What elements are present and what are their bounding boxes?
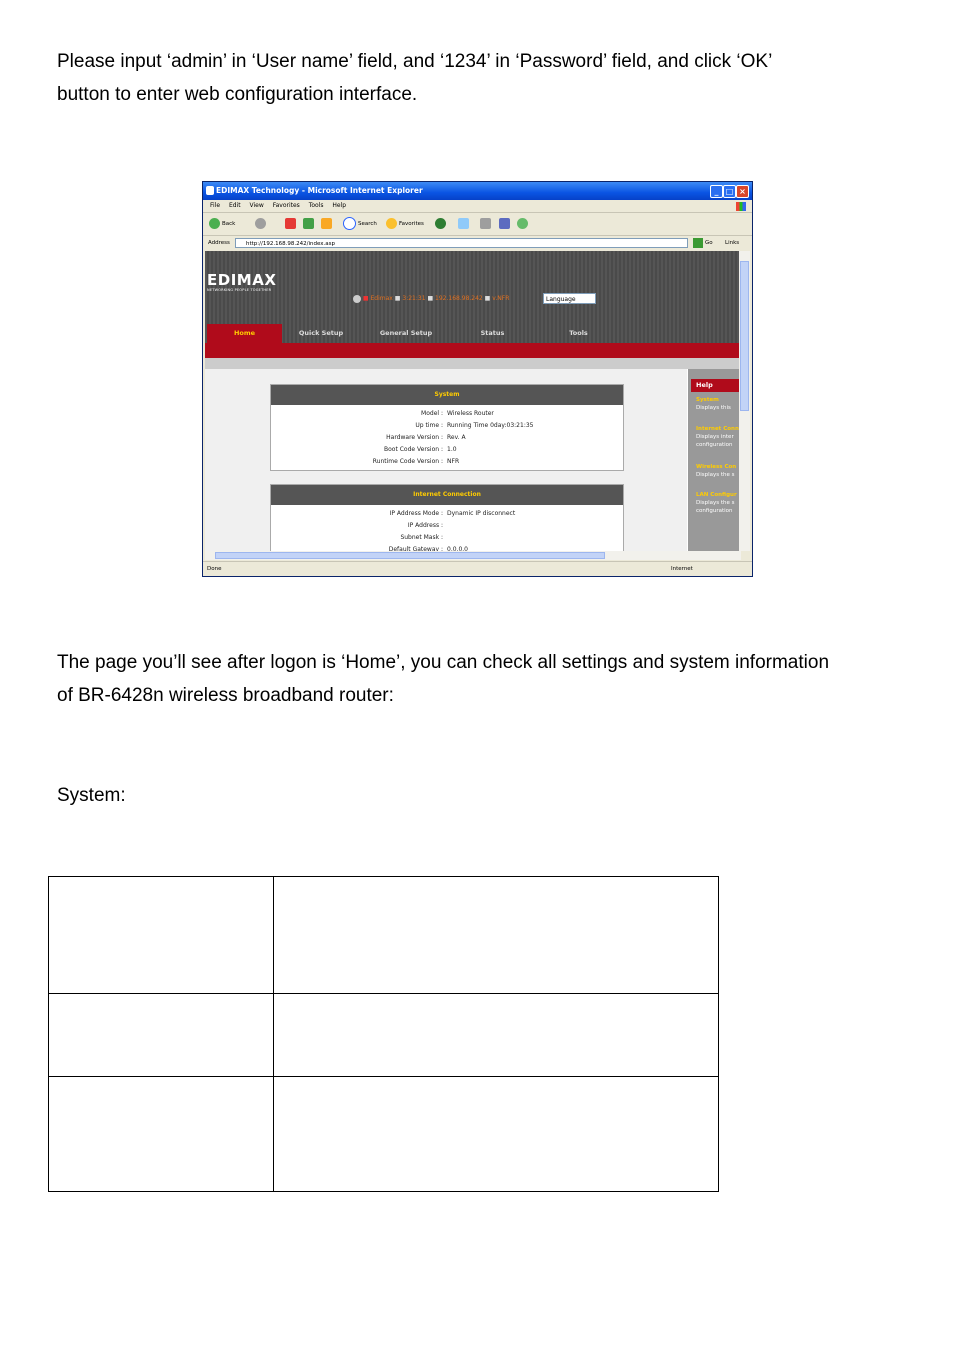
horizontal-scroll-thumb[interactable] — [215, 552, 605, 559]
internet-row: Subnet Mask : — [400, 534, 443, 541]
close-icon[interactable]: × — [736, 185, 749, 198]
router-page-viewport — [205, 251, 741, 551]
system-section-label: System: — [57, 785, 126, 806]
system-row: Runtime Code Version : NFR — [372, 458, 460, 465]
history-button[interactable] — [435, 217, 448, 231]
vertical-scroll-thumb[interactable] — [740, 261, 749, 411]
menu-favorites[interactable]: Favorites — [272, 202, 300, 209]
table-row-divider — [49, 993, 718, 994]
internet-connection-panel — [270, 484, 624, 551]
back-button[interactable]: Back — [209, 217, 235, 231]
go-label[interactable]: Go — [705, 240, 713, 246]
router-content — [205, 369, 687, 551]
menu-help[interactable]: Help — [332, 202, 347, 209]
tab-tools[interactable]: Tools — [569, 329, 588, 337]
router-version: v.NFR — [492, 295, 510, 302]
menu-tools[interactable]: Tools — [308, 202, 324, 209]
intro-line-1: Please input ‘admin’ in ‘User name’ field, and ‘1234’ in ‘Password’ field, and click ‘OK’ — [57, 51, 773, 72]
messenger-icon — [517, 218, 528, 229]
print-button[interactable] — [480, 217, 493, 231]
router-header — [205, 251, 741, 321]
after-line-1: The page you’ll see after logon is ‘Home’, you can check all settings and system information — [57, 652, 830, 673]
horizontal-scrollbar[interactable] — [205, 551, 741, 560]
address-label: Address — [208, 240, 230, 246]
system-panel-title: System — [271, 385, 623, 405]
home-icon — [321, 218, 332, 229]
status-done: Done — [207, 566, 222, 572]
help-title: Help — [691, 379, 741, 392]
internet-row: IP Address : — [407, 522, 443, 529]
browser-title: EDIMAX Technology - Microsoft Internet Explorer — [216, 186, 423, 195]
print-icon — [480, 218, 491, 229]
system-row: Model : Wireless Router — [421, 410, 494, 417]
forward-arrow-icon — [255, 218, 266, 229]
tab-quick-setup[interactable]: Quick Setup — [298, 329, 344, 337]
mail-button[interactable] — [458, 217, 471, 231]
router-info-strip: ■ Edimax ■ 3:21:31 ■ 192.168.98.242 ■ v.NFR — [353, 294, 509, 304]
table-column-divider — [273, 877, 274, 1191]
internet-row: IP Address Mode : Dynamic IP disconnect — [389, 510, 516, 517]
menu-view[interactable]: View — [249, 202, 264, 209]
search-button[interactable]: Search — [343, 217, 377, 231]
go-arrow-icon[interactable] — [693, 238, 703, 248]
internet-row: Default Gateway : 0.0.0.0 — [388, 546, 468, 551]
star-icon — [386, 218, 397, 229]
help-item-lan[interactable]: LAN Configur Displays the s configuration — [696, 492, 737, 514]
system-row: Up time : Running Time 0day:03:21:35 — [415, 422, 534, 429]
links-label[interactable]: Links — [725, 240, 740, 246]
help-sidebar — [688, 369, 741, 551]
browser-menu-bar — [203, 200, 752, 213]
internet-panel-title: Internet Connection — [271, 485, 623, 505]
stop-icon — [285, 218, 296, 229]
language-select[interactable]: Language — [543, 293, 596, 304]
browser-toolbar — [203, 213, 752, 236]
system-row: Hardware Version : Rev. A — [386, 434, 466, 441]
intro-line-2: button to enter web configuration interface. — [57, 84, 418, 105]
tab-status[interactable]: Status — [480, 329, 505, 337]
table-row-divider — [49, 1076, 718, 1077]
intro-paragraph — [57, 45, 917, 111]
system-panel — [270, 384, 624, 471]
edimax-logo: EDIMAX — [207, 271, 277, 289]
windows-flag-icon — [736, 202, 746, 211]
system-table — [48, 876, 719, 1192]
messenger-button[interactable] — [517, 217, 530, 231]
help-item-system[interactable]: System Displays this — [696, 397, 731, 411]
refresh-button[interactable] — [303, 217, 316, 231]
after-line-2: of BR-6428n wireless broadband router: — [57, 685, 394, 706]
system-row: Boot Code Version : 1.0 — [384, 446, 457, 453]
router-tab-bar — [205, 321, 741, 343]
refresh-icon — [303, 218, 314, 229]
menu-edit[interactable]: Edit — [228, 202, 241, 209]
after-login-paragraph — [57, 646, 917, 712]
router-ip: 192.168.98.242 — [435, 295, 483, 302]
edit-button[interactable] — [499, 217, 512, 231]
maximize-icon[interactable]: □ — [723, 185, 736, 198]
address-input[interactable]: http://192.168.98.242/index.asp — [235, 238, 688, 248]
router-host: Edimax — [370, 295, 393, 302]
home-button[interactable] — [321, 217, 334, 231]
history-icon — [435, 218, 446, 229]
menu-file[interactable]: File — [210, 202, 221, 209]
router-gray-bar — [205, 358, 741, 369]
tab-general-setup[interactable]: General Setup — [379, 329, 433, 337]
edit-icon — [499, 218, 510, 229]
help-item-wireless[interactable]: Wireless Con Displays the s — [696, 464, 737, 478]
browser-status-bar — [203, 561, 752, 576]
search-icon — [343, 217, 356, 230]
section-label — [57, 779, 917, 812]
forward-button[interactable] — [255, 217, 268, 231]
tab-home[interactable]: Home — [207, 324, 282, 343]
browser-title-bar — [203, 182, 752, 200]
router-time: 3:21:31 — [402, 295, 426, 302]
edimax-tagline: NETWORKING PEOPLE TOGETHER — [207, 288, 272, 292]
globe-icon — [353, 295, 361, 303]
help-item-internet[interactable]: Internet Conn Displays inter configuration — [696, 426, 739, 448]
favorites-button[interactable]: Favorites — [386, 217, 424, 231]
stop-button[interactable] — [285, 217, 298, 231]
address-bar — [203, 236, 752, 250]
minimize-icon[interactable]: _ — [710, 185, 723, 198]
status-zone: Internet — [671, 566, 693, 572]
back-arrow-icon — [209, 218, 220, 229]
vertical-scrollbar[interactable] — [739, 251, 750, 551]
ie-logo-icon — [206, 186, 214, 195]
browser-screenshot — [202, 181, 753, 577]
mail-icon — [458, 218, 469, 229]
router-red-bar — [205, 343, 741, 358]
